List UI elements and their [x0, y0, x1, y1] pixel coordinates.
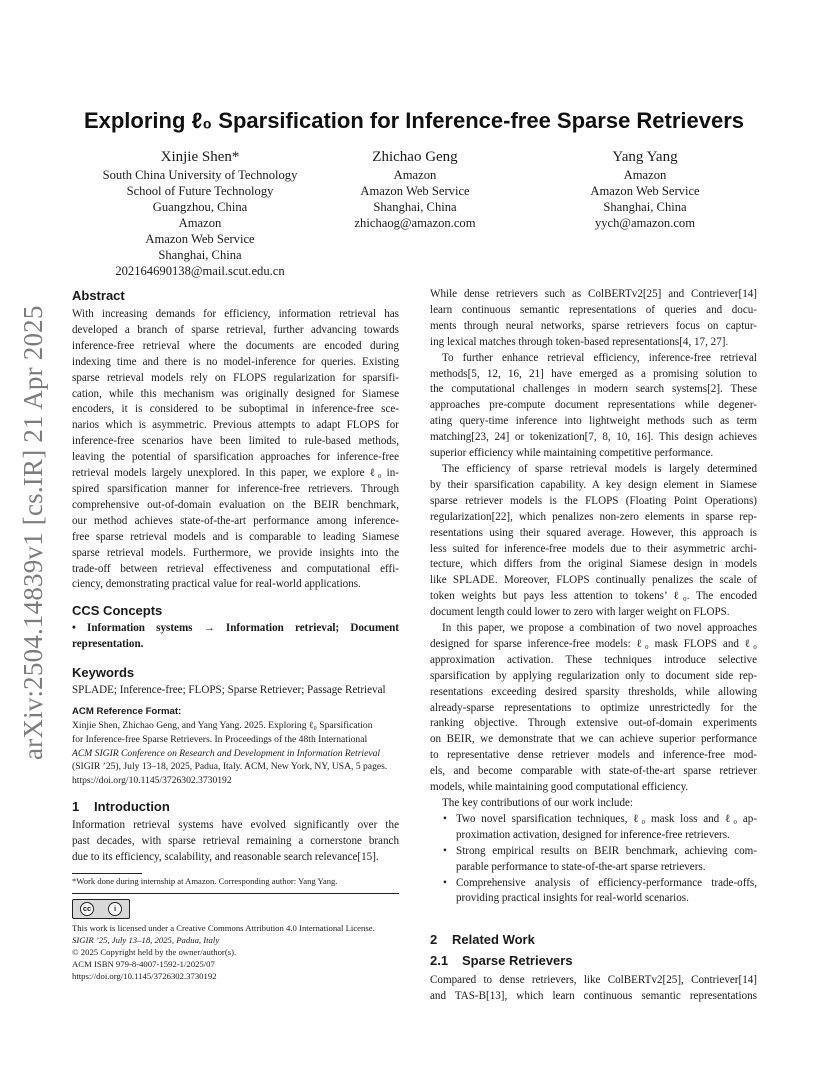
- author-affiliation: Amazon Web Service: [590, 184, 700, 198]
- body-line: token weights but pays less attention to tokens’ ℓ₀. The encoded: [430, 590, 757, 603]
- body-line: The key contributions of our work include:: [442, 797, 634, 809]
- body-line: ments through neural networks, sparse retrievers focus on captur-: [430, 319, 757, 332]
- abstract-line: With increasing demands for efficiency, information retrieval has: [72, 308, 399, 320]
- abstract-line: our method achieves state-of-the-art performance among inference-: [72, 514, 399, 527]
- ccs-heading: CCS Concepts: [72, 603, 163, 619]
- author-email[interactable]: zhichaog@amazon.com: [354, 216, 476, 230]
- paragraph: [430, 287, 757, 351]
- author-block-1: [70, 147, 330, 279]
- body-line: document length could lower to zero with larger weight on FLOPS.: [430, 606, 730, 619]
- ccs-line: representation.: [72, 638, 144, 651]
- body-line: by their sparsification capability. A key design element in Siamese: [430, 478, 757, 491]
- body-line: matching[23, 24] or tokenization[7, 8, 10, 16]. This design achieves: [430, 431, 757, 444]
- body-line: els, and become comparable with state-of-the-art sparse retriever: [430, 765, 757, 778]
- author-name: Zhichao Geng: [372, 149, 458, 165]
- body-line: regularization[22], which penalizes non-zero elements in sparse rep-: [430, 510, 757, 523]
- cc-icon: cc: [80, 902, 94, 916]
- body-line: ating query-time inference into lightweight methods such as term: [430, 415, 757, 428]
- keywords-text: SPLADE; Inference-free; FLOPS; Sparse Retriever; Passage Retrieval: [72, 684, 386, 697]
- body-line: In this paper, we propose a combination of two novel approaches: [442, 622, 757, 635]
- list-item: • Comprehensive analysis of efficiency-performance trade-offs, providing practical insights for real-world scenarios.: [430, 876, 757, 908]
- body-line: To further enhance retrieval efficiency, inference-free retrieval: [442, 351, 757, 364]
- body-line: models, while maintaining good computational efficiency.: [430, 781, 689, 794]
- abstract-line: leaving the potential of sparsification approaches for inference-free: [72, 451, 399, 464]
- body-line: tecture, which differs from the original Siamese design in models: [430, 558, 757, 571]
- body-line: Compared to dense retrievers, like ColBERTv2[25], Contriever[14]: [430, 974, 757, 987]
- right-column: [430, 287, 757, 1005]
- body-line: methods[5, 12, 16, 21] have emerged as a promising solution to: [430, 367, 757, 380]
- author-affiliation: Shanghai, China: [603, 200, 687, 214]
- body-line: already-sparse representations to optimize unrestrictedly for the: [430, 701, 757, 714]
- author-affiliation: Shanghai, China: [373, 200, 457, 214]
- list-item-line: Strong empirical results on BEIR benchmark, achieving com-: [456, 844, 757, 857]
- abstract-line: spired sparsification manner for inference-free retrievers. Through: [72, 482, 399, 495]
- section-title: Related Work: [452, 932, 535, 948]
- abstract-heading: Abstract: [72, 288, 125, 303]
- cc-by-badge[interactable]: [72, 899, 130, 919]
- body-line: designed for sparse inference-free models: ℓ₀ mask FLOPS and ℓ₀: [430, 637, 757, 650]
- keywords-heading: Keywords: [72, 665, 135, 681]
- section-title: Introduction: [94, 799, 170, 815]
- intro-heading: [72, 798, 399, 816]
- body-line: and TAS-B[13], which learn continuous semantic representations: [430, 990, 757, 1003]
- intro-line: Information retrieval systems have evolved significantly over the: [72, 819, 399, 832]
- license-line: This work is licensed under a Creative Commons Attribution 4.0 International License.: [72, 922, 375, 933]
- abstract-body: [72, 307, 399, 593]
- abstract-line: free sparse retrieval models and is comparable to leading Siamese: [72, 530, 399, 543]
- paragraph: [430, 462, 757, 621]
- section-number: 1: [72, 799, 80, 815]
- body-line: While dense retrievers such as ColBERTv2[25] and Contriever[14]: [430, 288, 757, 300]
- body-line: superior efficiency while maintaining competitive performance.: [430, 447, 714, 460]
- body-line: on BEIR, we demonstrate that we can achieve superior performance: [430, 733, 757, 746]
- author-affiliation: Shanghai, China: [158, 248, 242, 262]
- related-work-heading: [430, 931, 757, 949]
- author-block-3: [545, 147, 745, 231]
- body-line: The efficiency of sparse retrieval models is largely determined: [442, 462, 757, 475]
- abstract-line: comprehensive out-of-domain evaluation on the BEIR benchmark,: [72, 498, 399, 511]
- intro-line: past decades, with sparse retrieval remaining a cornerstone branch: [72, 834, 399, 847]
- paragraph: [430, 973, 757, 1005]
- abstract-line: indexing time and there is no model-inference for queries. Existing: [72, 355, 399, 368]
- license-line: ACM ISBN 979-8-4007-1592-1/2025/07: [72, 958, 215, 969]
- body-line: learn continuous semantic representations of queries and docu-: [430, 303, 757, 316]
- body-line: sparse retriever models is the FLOPS (Floating Point Operations): [430, 494, 757, 507]
- reference-format-heading: ACM Reference Format:: [72, 706, 182, 718]
- author-affiliation: School of Future Technology: [126, 184, 274, 198]
- intro-line: due to its efficiency, scalability, and reasonable search relevance[15].: [72, 850, 379, 863]
- list-item-line: Two novel sparsification techniques, ℓ₀ mask loss and ℓ₀ ap-: [456, 812, 757, 825]
- left-column: [72, 287, 399, 982]
- abstract-line: inference-free scenarios have been limited to rule-based methods,: [72, 435, 399, 448]
- body-line: resentations using their squared average. However, this approach is: [430, 526, 757, 539]
- reference-format: [72, 705, 399, 788]
- subsection-title: Sparse Retrievers: [462, 953, 573, 969]
- body-line: the computational challenges in modern search systems[2]. These: [430, 383, 757, 396]
- footnote: *Work done during internship at Amazon. Corresponding author: Yang Yang.: [72, 875, 338, 886]
- author-affiliation: Amazon: [178, 216, 222, 230]
- license-line: © 2025 Copyright held by the owner/author(s).: [72, 946, 237, 957]
- author-affiliation: Amazon: [623, 168, 667, 182]
- license-doi-link[interactable]: https://doi.org/10.1145/3726302.3730192: [72, 970, 217, 981]
- body-line: sparsification by applying regularization only to document side rep-: [430, 669, 757, 682]
- body-line: less suited for inference-free models due to their asymmetric archi-: [430, 542, 757, 555]
- author-affiliation: Guangzhou, China: [152, 200, 248, 214]
- reference-line: for Inference-free Sparse Retrievers. In Proceedings of the 48th International: [72, 733, 368, 745]
- author-affiliation: Amazon Web Service: [360, 184, 470, 198]
- subsection-number: 2.1: [430, 953, 449, 969]
- intro-body: [72, 818, 399, 866]
- footnote-rule: [72, 873, 142, 874]
- body-line: like SPLADE. Moreover, FLOPS continually penalizes the scale of: [430, 574, 757, 587]
- arxiv-stamp: arXiv:2504.14839v1 [cs.IR] 21 Apr 2025: [18, 305, 48, 760]
- author-email[interactable]: 202164690138@mail.scut.edu.cn: [115, 264, 285, 278]
- abstract-line: encoders, it is considered to be suboptimal in inference-free sce-: [72, 403, 399, 416]
- list-item: • Strong empirical results on BEIR benchmark, achieving com- parable performance to state-of-the-art sparse retrievers.: [430, 844, 757, 876]
- body-line: approaches pre-compute document representations while degener-: [430, 399, 757, 412]
- body-line: to representative dense retriever models and inference-free mod-: [430, 749, 757, 762]
- license-block: [72, 899, 399, 982]
- author-email[interactable]: yych@amazon.com: [594, 216, 696, 230]
- abstract-line: sparse retrieval models. Furthermore, we provide insights into the: [72, 546, 399, 559]
- reference-line: (SIGIR ’25), July 13–18, 2025, Padua, Italy. ACM, New York, NY, USA, 5 pages.: [72, 761, 388, 773]
- body-line: approximation activation. These techniques introduce selective: [430, 653, 757, 666]
- license-line: SIGIR ’25, July 13–18, 2025, Padua, Italy: [72, 934, 220, 945]
- body-line: ranking objective. Through extensive out-of-domain experiments: [430, 717, 757, 730]
- abstract-line: sparse retrieval models rely on FLOPS regularization for sparsifi-: [72, 371, 399, 384]
- abstract-line: inference-free retrieval where the documents are encoded during: [72, 339, 399, 352]
- body-line: resentations exceeding desired sparsity thresholds, while allowing: [430, 685, 757, 698]
- author-affiliation: Amazon Web Service: [145, 232, 255, 246]
- subsection-heading: [430, 952, 757, 970]
- paragraph: [430, 351, 757, 462]
- abstract-line: trade-off between retrieval effectiveness and computational effi-: [72, 562, 399, 575]
- reference-line: ACM SIGIR Conference on Research and Development in Information Retrieval: [72, 747, 381, 759]
- author-affiliation: South China University of Technology: [102, 168, 298, 182]
- reference-doi-link[interactable]: https://doi.org/10.1145/3726302.3730192: [72, 775, 232, 787]
- author-affiliation: Amazon: [393, 168, 437, 182]
- reference-line: Xinjie Shen, Zhichao Geng, and Yang Yang. 2025. Exploring ℓ₀ Sparsification: [72, 720, 373, 732]
- abstract-line: narios which is asymmetric. Previous attempts to adapt FLOPS for: [72, 419, 399, 432]
- section-number: 2: [430, 932, 438, 948]
- list-item-line: proximation activation, designed for inference-free retrievers.: [456, 828, 730, 841]
- body-line: ing lexical matches through token-based representations[4, 17, 27].: [430, 335, 729, 348]
- contribution-list: [430, 812, 757, 907]
- ccs-body: [72, 621, 399, 653]
- paragraph: [430, 621, 757, 796]
- list-item-line: Comprehensive analysis of efficiency-performance trade-offs,: [456, 876, 757, 889]
- attribution-icon: i: [108, 902, 122, 916]
- list-item-line: parable performance to state-of-the-art sparse retrievers.: [456, 860, 706, 873]
- ccs-line: • Information systems → Information retrieval; Document: [72, 622, 399, 635]
- abstract-line: developed a branch of sparse retrieval, further advancing towards: [72, 323, 399, 336]
- author-block-2: [320, 147, 510, 231]
- author-name: Yang Yang: [612, 149, 678, 165]
- abstract-line: ciency, demonstrating practical value for real-world applications.: [72, 578, 361, 591]
- paper-title: Exploring ℓ₀ Sparsification for Inference-free Sparse Retrievers: [83, 108, 745, 133]
- list-item: • Two novel sparsification techniques, ℓ₀ mask loss and ℓ₀ ap- proximation activation, designed for inference-free retrievers.: [430, 812, 757, 844]
- abstract-line: retrieval models largely unexplored. In this paper, we explore ℓ₀ in-: [72, 467, 399, 480]
- license-rule: [72, 893, 399, 894]
- author-name: Xinjie Shen*: [160, 149, 240, 165]
- abstract-line: cation, while this mechanism was originally designed for Siamese: [72, 387, 399, 400]
- list-item-line: providing practical insights for real-world scenarios.: [456, 892, 689, 905]
